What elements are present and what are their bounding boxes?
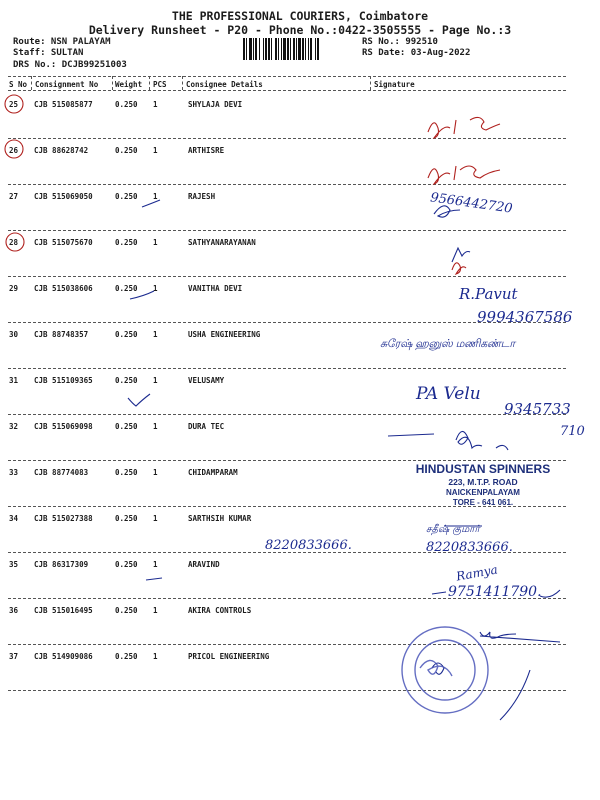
circle-mark [5,95,23,113]
pieces-count: 1 [153,560,158,569]
signature-36 [480,632,560,642]
row-sno: 31 [9,376,19,385]
weight-value: 0.250 [115,606,138,615]
hw-tamil-usha: சுரேஷ் ஹனுஸ் மணிகண்டா [380,337,515,350]
consignment-number: CJB 515085877 [34,100,93,109]
consignee-name: SATHYANARAYANAN [188,238,256,247]
consignment-number: CJB 88628742 [34,146,89,155]
consignment-number: CJB 515069098 [34,422,93,431]
pieces-count: 1 [153,284,158,293]
pieces-count: 1 [153,192,158,201]
stray-mark [500,670,530,720]
pieces-count: 1 [153,100,158,109]
consignment-number: CJB 515069050 [34,192,93,201]
consignee-name: ARAVIND [188,560,220,569]
row-sno: 26 [9,146,19,155]
rs-number: RS No.: 992510 [362,37,438,47]
row-sno: 37 [9,652,19,661]
pieces-count: 1 [153,146,158,155]
tick-mark [142,200,160,207]
stamp-address-2: NAICKENPALAYAM [446,488,520,497]
row-sno: 35 [9,560,19,569]
seal-signature [420,660,452,676]
consignment-number: CJB 88774083 [34,468,89,477]
row-sno: 28 [9,238,19,247]
col-header-weight: Weight [115,80,143,89]
hw-phone-sarthsih-right: 8220833666. [426,540,513,555]
consignee-name: VELUSAMY [188,376,225,385]
signature-25 [428,117,500,138]
signature-32 [388,431,508,450]
consignee-name: RAJESH [188,192,216,201]
pieces-count: 1 [153,422,158,431]
route-label: Route: NSN PALAYAM [13,37,111,47]
row-sno: 30 [9,330,19,339]
hw-phone-sarthsih-left: 8220833666. [265,538,352,553]
hw-phone-vanitha: 9994367586 [477,308,573,326]
consignee-name: VANITHA DEVI [188,284,243,293]
company-title: THE PROFESSIONAL COURIERS, Coimbatore [171,9,429,23]
row-sno: 34 [9,514,19,523]
tick-mark [128,394,150,406]
consignment-number: CJB 515016495 [34,606,93,615]
row-sno: 29 [9,284,19,293]
signature-35 [432,592,446,594]
weight-value: 0.250 [115,468,138,477]
row-sno: 32 [9,422,19,431]
signature-37 [432,663,444,674]
hw-tamil-sarthsih: சதீஷ் குமார் [426,524,480,535]
weight-value: 0.250 [115,422,138,431]
consignment-number: CJB 514909086 [34,652,93,661]
consignment-number: CJB 515038606 [34,284,93,293]
consignee-name: AKIRA CONTROLS [188,606,252,615]
col-header-consignee: Consignee Details [186,80,263,89]
pieces-count: 1 [153,376,158,385]
signature-28 [452,263,466,274]
pieces-count: 1 [153,606,158,615]
weight-value: 0.250 [115,652,138,661]
hw-phone-velusamy-2: 710 [560,424,585,439]
hw-phone-rajesh: 9566442720 [429,190,514,217]
consignment-number: CJB 88748357 [34,330,89,339]
consignment-number: CJB 515027388 [34,514,93,523]
consignee-name: SARTHSIH KUMAR [188,514,252,523]
col-header-sno: S No [9,80,28,89]
consignee-name: USHA ENGINEERING [188,330,261,339]
hw-name-vanitha: R.Pavut [459,285,518,303]
circle-mark [5,140,23,158]
pieces-count: 1 [153,238,158,247]
row-sno: 27 [9,192,19,201]
consignee-name: ARTHISRE [188,146,225,155]
row-sno: 36 [9,606,19,615]
pieces-count: 1 [153,468,158,477]
col-header-signature: Signature [374,80,415,89]
signature-29 [452,248,470,262]
weight-value: 0.250 [115,560,138,569]
weight-value: 0.250 [115,376,138,385]
consignment-number: CJB 515109365 [34,376,93,385]
pieces-count: 1 [153,652,158,661]
runsheet-title: Delivery Runsheet - P20 - Phone No.:0422-3505555 - Page No.:3 [88,23,512,37]
consignment-number: CJB 515075670 [34,238,93,247]
pieces-count: 1 [153,514,158,523]
hw-signature-velusamy: PA Velu [416,384,481,404]
hw-phone-velusamy: 9345733 [504,400,571,418]
staff-label: Staff: SULTAN [13,48,84,58]
weight-value: 0.250 [115,192,138,201]
hw-phone-aravind: 9751411790. [448,584,542,600]
stamp-address-1: 223, M.T.P. ROAD [448,477,518,487]
stamp-company: HINDUSTAN SPINNERS [415,462,551,476]
weight-value: 0.250 [115,146,138,155]
circle-mark [6,233,24,251]
row-sno: 33 [9,468,19,477]
pieces-count: 1 [153,330,158,339]
drs-number: DRS No.: DCJB99251003 [13,60,127,70]
weight-value: 0.250 [115,238,138,247]
weight-value: 0.250 [115,100,138,109]
consignee-name: PRICOL ENGINEERING [188,652,270,661]
weight-value: 0.250 [115,284,138,293]
round-seal [415,640,475,700]
hw-signature-aravind: Ramya [455,562,499,584]
tick-mark [130,291,154,299]
col-header-pcs: PCS [153,80,167,89]
row-sno: 25 [9,100,19,109]
consignee-name: SHYLAJA DEVI [188,100,243,109]
weight-value: 0.250 [115,330,138,339]
col-header-consignment: Consignment No [35,80,99,89]
stamp-address-3: TORE - 641 061. [452,498,514,507]
signature-26 [428,166,500,184]
consignee-name: CHIDAMPARAM [188,468,238,477]
consignment-number: CJB 86317309 [34,560,89,569]
rs-date: RS Date: 03-Aug-2022 [362,48,471,58]
weight-value: 0.250 [115,514,138,523]
stray-mark [540,590,560,597]
tick-mark [146,578,162,580]
company-stamp [398,462,568,507]
consignee-name: DURA TEC [188,422,225,431]
